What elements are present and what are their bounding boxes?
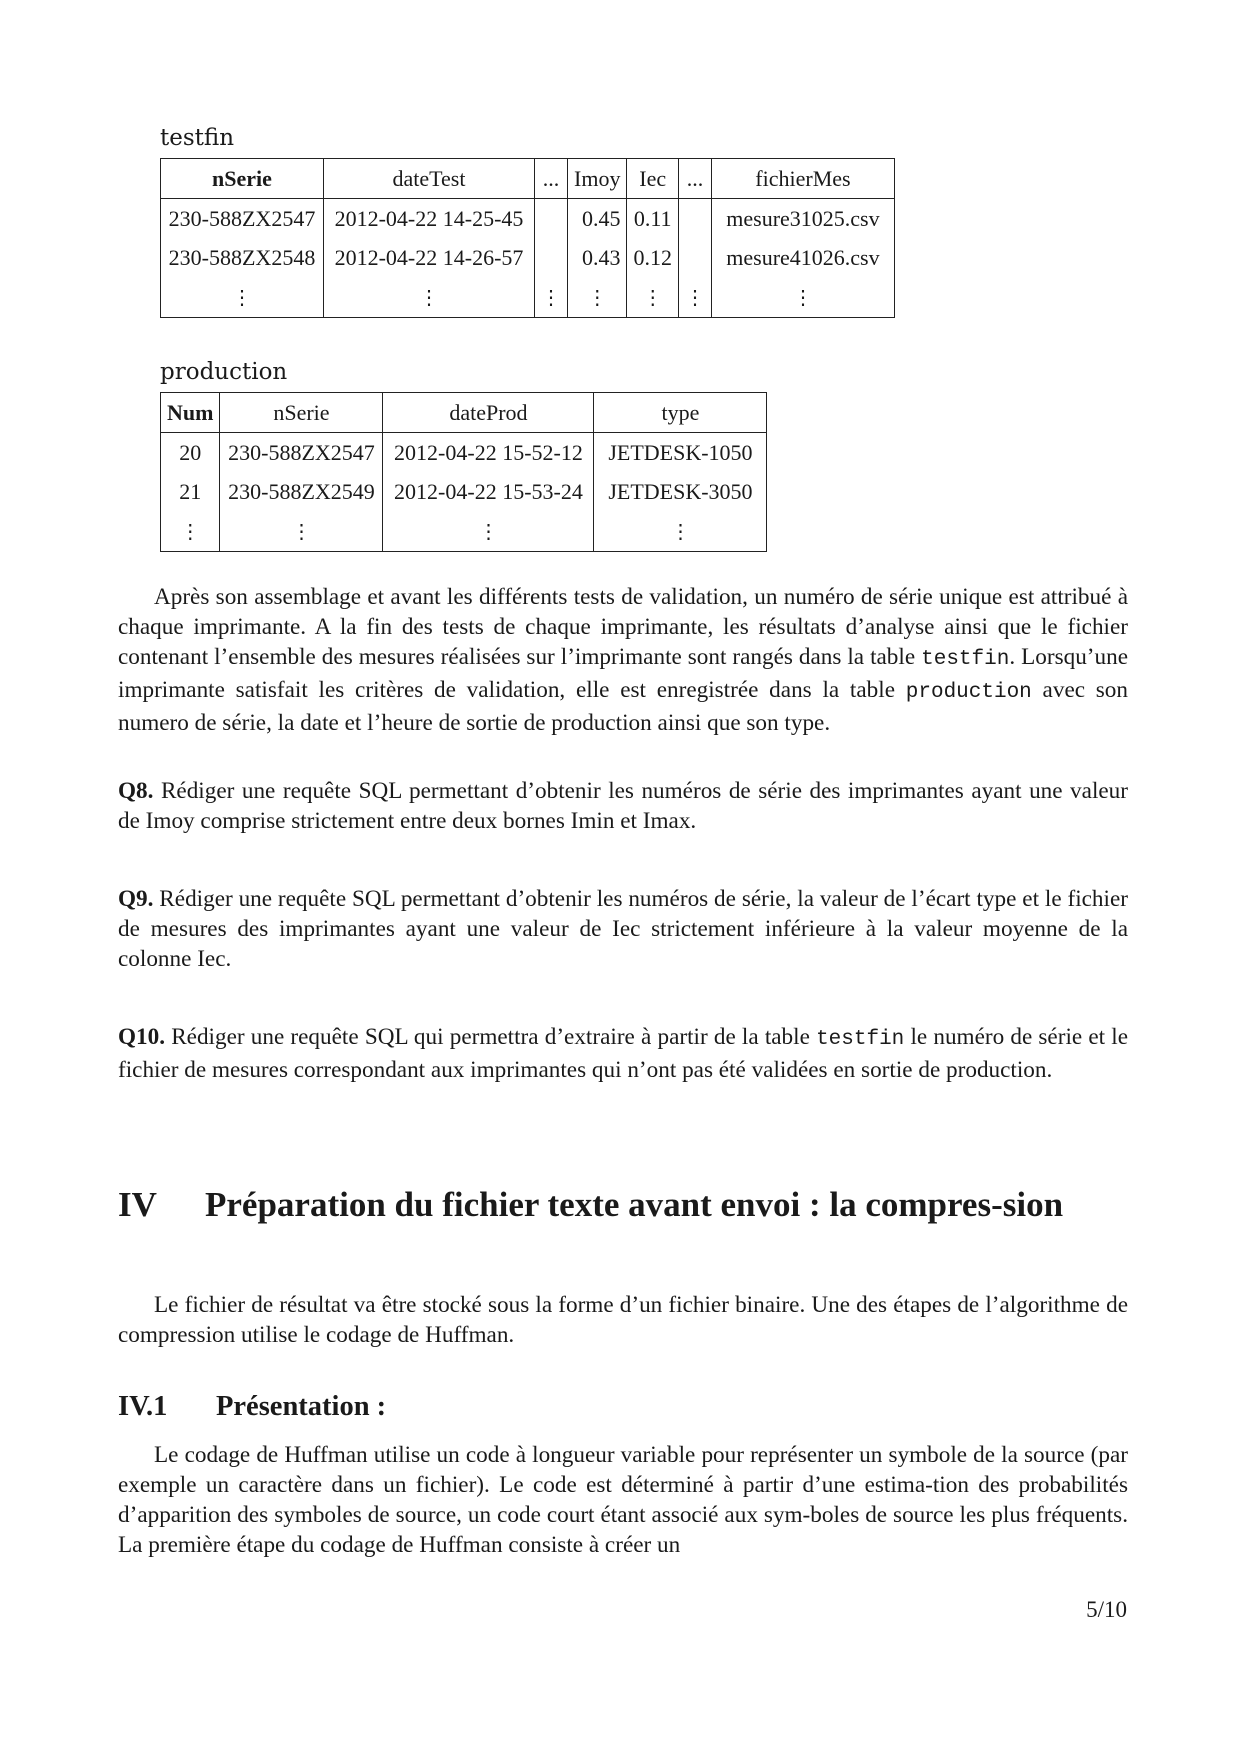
table-cell: 20 xyxy=(161,433,220,473)
table-cell: 2012-04-22 14-26-57 xyxy=(324,238,535,277)
table-row-ellipsis xyxy=(161,277,895,318)
table-cell: 230-588ZX2549 xyxy=(220,472,383,511)
question-text: Rédiger une requête SQL qui permettra d’extraire à partir de la table xyxy=(165,1024,817,1050)
column-header: ... xyxy=(678,159,711,199)
table-row xyxy=(161,433,767,473)
vertical-ellipsis: ⋮ xyxy=(478,521,499,543)
question-text: le numéro de série et le fichier de mesures correspondant aux imprimantes qui n’ont pas été validées en sortie de production. xyxy=(118,1024,1128,1083)
vertical-ellipsis: ⋮ xyxy=(232,287,252,309)
vertical-ellipsis: ⋮ xyxy=(642,287,663,309)
table-cell: mesure31025.csv xyxy=(711,199,894,239)
table-cell: 2012-04-22 14-25-45 xyxy=(324,199,535,239)
table-cell: 230-588ZX2548 xyxy=(161,238,324,277)
table-cell: 2012-04-22 15-52-12 xyxy=(383,433,594,473)
column-header: nSerie xyxy=(220,393,383,433)
column-header: fichierMes xyxy=(711,159,894,199)
column-header: Iec xyxy=(627,159,679,199)
table-cell: mesure41026.csv xyxy=(711,238,894,277)
column-header: ... xyxy=(535,159,568,199)
table-cell: JETDESK-1050 xyxy=(594,433,767,473)
table-cell xyxy=(535,238,568,277)
column-header: dateProd xyxy=(383,393,594,433)
section-number: IV xyxy=(118,1185,157,1224)
subsection-number: IV.1 xyxy=(118,1391,168,1422)
table-caption-testfin: testfin xyxy=(160,125,235,151)
table-cell: 0.11 xyxy=(627,199,679,239)
table-cell: 0.45 xyxy=(568,199,627,239)
question-label: Q9. xyxy=(118,886,154,912)
column-header: nSerie xyxy=(161,159,324,199)
vertical-ellipsis: ⋮ xyxy=(587,287,608,309)
vertical-ellipsis: ⋮ xyxy=(792,287,813,309)
vertical-ellipsis: ⋮ xyxy=(419,287,439,309)
vertical-ellipsis: ⋮ xyxy=(541,287,561,309)
table-cell: 0.43 xyxy=(568,238,627,277)
column-header: dateTest xyxy=(324,159,535,199)
table-cell: 0.12 xyxy=(627,238,679,277)
table-header-row xyxy=(161,159,895,199)
question-text: Rédiger une requête SQL permettant d’obtenir les numéros de série, la valeur de l’écart type et le fichier de mesures des imprimantes ayant une valeur de Iec strictement inférieure à la valeur moyenne de la colonne Iec. xyxy=(118,886,1128,972)
vertical-ellipsis: ⋮ xyxy=(670,521,691,543)
code-production: production xyxy=(905,681,1032,704)
table-row xyxy=(161,238,895,277)
table-row xyxy=(161,199,895,239)
table-cell: 2012-04-22 15-53-24 xyxy=(383,472,594,511)
table-production xyxy=(160,392,767,552)
question-label: Q8. xyxy=(118,778,154,804)
table-cell: 230-588ZX2547 xyxy=(220,433,383,473)
question-q10 xyxy=(118,1022,1128,1085)
table-testfin xyxy=(160,158,895,318)
table-cell: 230-588ZX2547 xyxy=(161,199,324,239)
vertical-ellipsis: ⋮ xyxy=(180,521,201,543)
code-testfin: testfin xyxy=(816,1028,905,1051)
column-header: Num xyxy=(161,393,220,433)
table-cell xyxy=(535,199,568,239)
table-cell xyxy=(678,199,711,239)
table-cell xyxy=(678,238,711,277)
section-title: Préparation du fichier texte avant envoi : la compres-sion xyxy=(205,1185,1064,1224)
table-cell: JETDESK-3050 xyxy=(594,472,767,511)
text-run: avec son numero de série, la date et l’heure de sortie de production ainsi que son type. xyxy=(118,677,1128,736)
table-row xyxy=(161,472,767,511)
vertical-ellipsis: ⋮ xyxy=(684,287,705,309)
vertical-ellipsis: ⋮ xyxy=(291,521,312,543)
table-header-row xyxy=(161,393,767,433)
section-paragraph: Le fichier de résultat va être stocké sous la forme d’un fichier binaire. Une des étapes de l’algorithme de compression utilise le codage de Huffman. xyxy=(118,1292,1128,1348)
page-number: 5/10 xyxy=(1086,1597,1127,1622)
column-header: Imoy xyxy=(568,159,627,199)
column-header: type xyxy=(594,393,767,433)
table-caption-production: production xyxy=(160,359,288,385)
subsection-paragraph: Le codage de Huffman utilise un code à longueur variable pour représenter un symbole de la source (par exemple un caractère dans un fichier). Le code est déterminé à partir d’une estima-tion des probabilités d’apparition des symboles de source, un code court étant associé aux sym-boles de source les plus fréquents. La première étape du codage de Huffman consiste à créer un xyxy=(118,1442,1128,1558)
question-text: Rédiger une requête SQL permettant d’obtenir les numéros de série des imprimantes ayant une valeur de Imoy comprise strictement entre deux bornes Imin et Imax. xyxy=(118,778,1128,834)
question-label: Q10. xyxy=(118,1024,166,1050)
subsection-title: Présentation : xyxy=(216,1391,387,1422)
question-q8 xyxy=(118,776,1128,836)
table-cell: 21 xyxy=(161,472,220,511)
table-row-ellipsis xyxy=(161,511,767,552)
intro-paragraph xyxy=(118,582,1128,738)
text-run: Après son assemblage et avant les différents tests de validation, un numéro de série unique est attribué à chaque imprimante. A la fin des tests de chaque imprimante, les résultats d’analyse ainsi que le fichier contenant l’ensemble des mesures réalisées sur l’imprimante sont rangés dans la table xyxy=(118,584,1128,670)
code-testfin: testfin xyxy=(921,648,1010,671)
text-run: . Lorsqu’une imprimante satisfait les critères de validation, elle est enregistrée dans la table xyxy=(118,644,1128,703)
question-q9 xyxy=(118,884,1128,974)
subsection-heading xyxy=(118,1390,386,1424)
section-heading xyxy=(118,1183,1138,1227)
